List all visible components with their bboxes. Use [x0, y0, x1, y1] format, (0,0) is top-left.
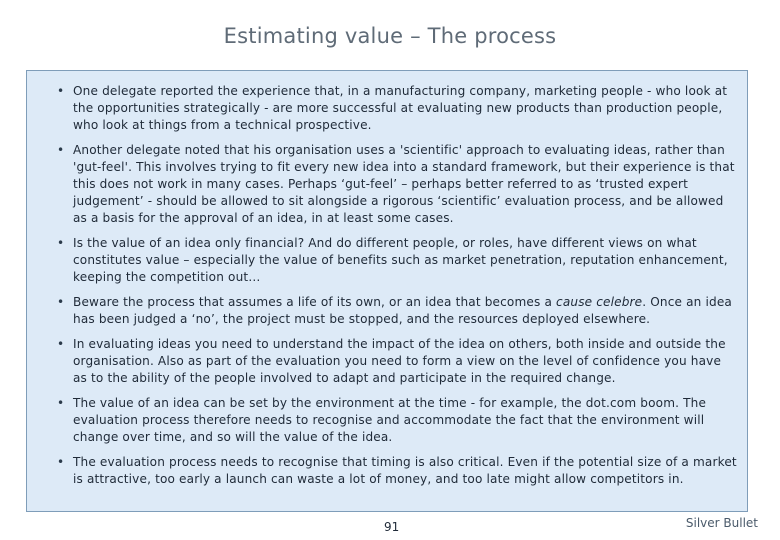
bullet-text: Another delegate noted that his organisation uses a 'scientific' approach to evaluating ideas, rather than 'gut-feel'. This involves trying to fit every new idea into a standard framework, but their experience is that this does not work in many cases. Perhaps ‘gut-feel’ – perhaps better referred to as ‘trusted expert judgement’ - should be allowed to sit alongside a rigorous ‘scientific’ evaluation process, and be allowed as a basis for the approval of an idea, in at least some cases. — [73, 143, 735, 225]
bullet-list — [27, 71, 747, 488]
slide-title: Estimating value – The process — [223, 24, 557, 48]
bullet-item — [35, 454, 737, 488]
bullet-text-before: Beware the process that assumes a life of its own, or an idea that becomes a — [73, 295, 557, 309]
bullet-icon: • — [57, 396, 65, 410]
bullet-icon: • — [57, 337, 65, 351]
bullet-item — [35, 142, 737, 227]
bullet-item — [35, 336, 737, 387]
bullet-text: Is the value of an idea only financial? And do different people, or roles, have different views on what constitutes value – especially the value of benefits such as market penetration, reputation enhancement, keeping the competition out… — [73, 236, 728, 284]
bullet-icon: • — [57, 84, 65, 98]
bullet-text: The value of an idea can be set by the environment at the time - for example, the dot.com boom. The evaluation process therefore needs to recognise and accommodate the fact that the environment will change over time, and so will the value of the idea. — [73, 396, 707, 444]
bullet-item — [35, 235, 737, 286]
page-number: 91 — [384, 520, 400, 534]
bullet-icon: • — [57, 236, 65, 250]
bullet-icon: • — [57, 143, 65, 157]
bullet-icon: • — [57, 295, 65, 309]
bullet-text-after: . Once an idea has been judged a ‘no’, the project must be stopped, and the resources deployed elsewhere. — [73, 295, 732, 326]
bullet-item — [35, 294, 737, 328]
bullet-item — [35, 395, 737, 446]
bullet-icon: • — [57, 455, 65, 469]
bullet-emphasis: cause celebre — [556, 295, 643, 309]
footer-brand: Silver Bullet — [685, 516, 758, 530]
bullet-item — [35, 83, 737, 134]
bullet-text: In evaluating ideas you need to understand the impact of the idea on others, both inside and outside the organisation. Also as part of the evaluation you need to form a view on the level of confidence you have as to the ability of the people involved to adapt and participate in the required change. — [73, 337, 726, 385]
content-box — [26, 70, 748, 512]
bullet-text: One delegate reported the experience that, in a manufacturing company, marketing people - who look at the opportunities strategically - are more successful at evaluating new products than production people, who look at things from a technical prospective. — [73, 84, 728, 132]
bullet-text: The evaluation process needs to recognise that timing is also critical. Even if the potential size of a market is attractive, too early a launch can waste a lot of money, and too late might allow competitors in. — [73, 455, 737, 486]
